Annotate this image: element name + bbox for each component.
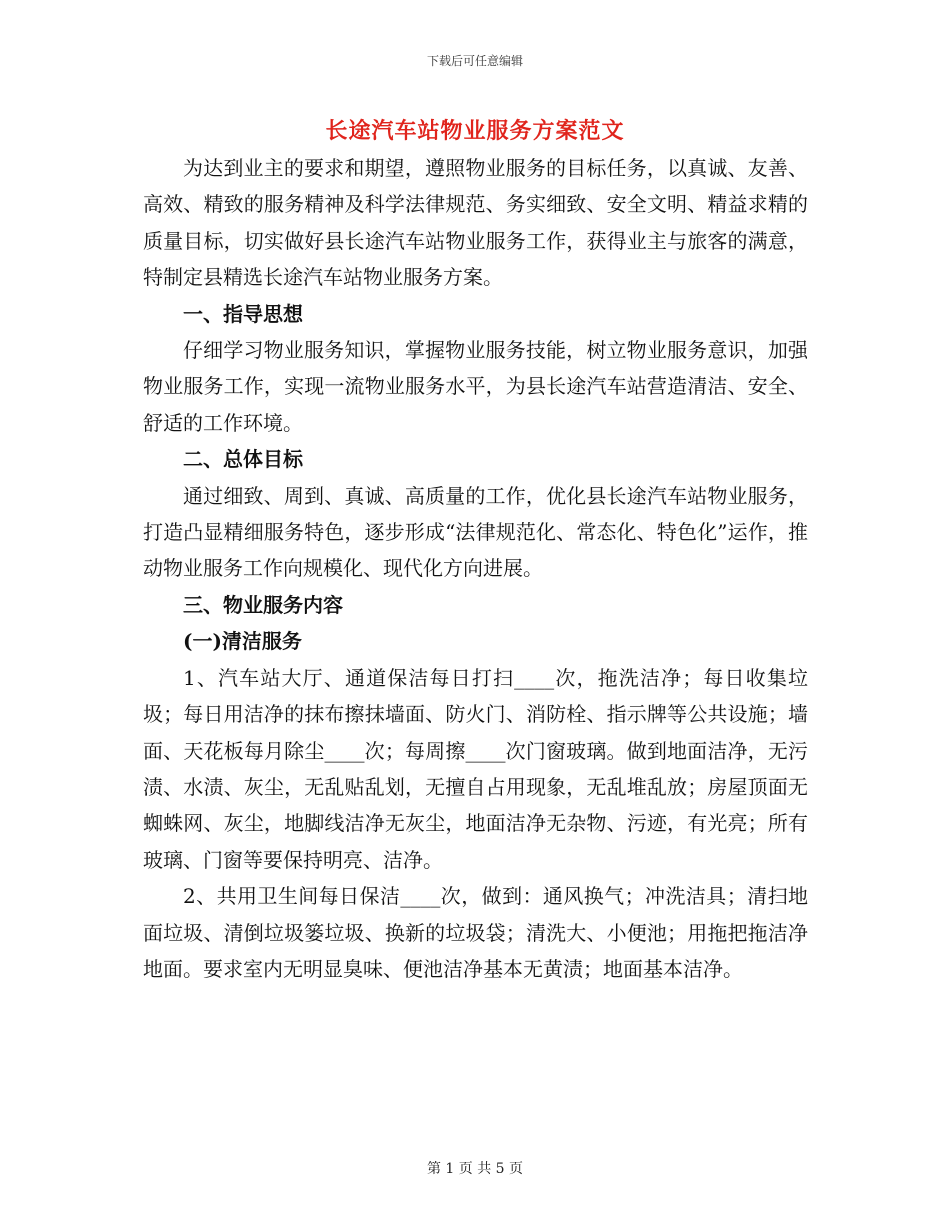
cleaning-item-2: 2、共用卫生间每日保洁____次，做到：通风换气；冲洗洁具；清扫地面垃圾、清倒垃圾篓垃圾、换新的垃圾袋；清洗大、小便池；用拖把拖洁净地面。要求室内无明显臭味、便池洁净基本无黄渍；地面基本洁净。: [143, 884, 808, 981]
section-heading-guiding-ideology: 一、指导思想: [183, 301, 303, 326]
page-number: 第 1 页 共 5 页: [426, 1161, 524, 1177]
document-body: [143, 150, 808, 987]
guiding-ideology-paragraph: 仔细学习物业服务知识，掌握物业服务技能，树立物业服务意识，加强物业服务工作，实现一流物业服务水平，为县长途汽车站营造清洁、安全、舒适的工作环境。: [143, 338, 808, 435]
section-heading-overall-goal: 二、总体目标: [183, 447, 303, 472]
subsection-heading-cleaning: (一)清洁服务: [183, 629, 302, 654]
intro-paragraph: 为达到业主的要求和期望，遵照物业服务的目标任务，以真诚、友善、高效、精致的服务精神及科学法律规范、务实细致、安全文明、精益求精的质量目标，切实做好县长途汽车站物业服务工作，获得业主与旅客的满意，特制定县精选长途汽车站物业服务方案。: [143, 156, 808, 290]
cleaning-item-1: 1、汽车站大厅、通道保洁每日打扫____次，拖洗洁净；每日收集垃圾；每日用洁净的抹布擦抹墙面、防火门、消防栓、指示牌等公共设施；墙面、天花板每月除尘____次；每周擦____次门窗玻璃。做到地面洁净，无污渍、水渍、灰尘，无乱贴乱划，无擅自占用现象，无乱堆乱放；房屋顶面无蜘蛛网、灰尘，地脚线洁净无灰尘，地面洁净无杂物、污迹，有光亮；所有玻璃、门窗等要保持明亮、洁净。: [143, 665, 808, 872]
header-note: 下载后可任意编辑: [426, 54, 523, 68]
overall-goal-paragraph: 通过细致、周到、真诚、高质量的工作，优化县长途汽车站物业服务，打造凸显精细服务特色，逐步形成“法律规范化、常态化、特色化”运作，推动物业服务工作向规模化、现代化方向进展。: [143, 483, 808, 581]
document-title: 长途汽车站物业服务方案范文: [325, 118, 625, 144]
section-heading-service-content: 三、物业服务内容: [183, 592, 343, 617]
